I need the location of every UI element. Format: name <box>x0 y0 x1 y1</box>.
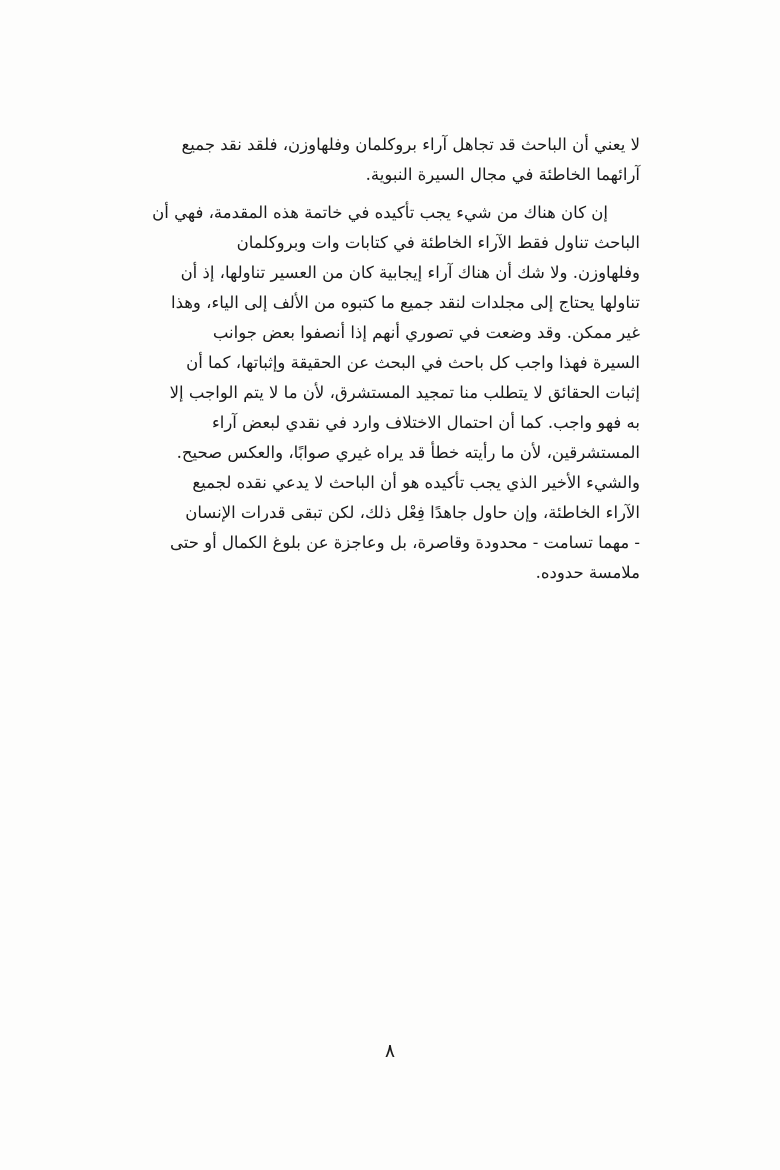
paragraph-1 <box>130 130 640 190</box>
paragraph-2 <box>130 198 640 588</box>
body-text <box>130 130 640 588</box>
text-line: غير ممكن. وقد وضعت في تصوري أنهم إذا أنصفوا بعض جوانب <box>212 323 640 342</box>
text-line: تناولها يحتاج إلى مجلدات لنقد جميع ما كتبوه من الألف إلى الياء، وهذا <box>170 293 640 312</box>
text-line: لا يعني أن الباحث قد تجاهل آراء بروكلمان وفلهاوزن، فلقد نقد جميع <box>181 135 640 154</box>
text-line: - مهما تسامت - محدودة وقاصرة، بل وعاجزة عن بلوغ الكمال أو حتى <box>169 533 640 552</box>
text-line: السيرة فهذا واجب كل باحث في البحث عن الحقيقة وإثباتها، كما أن <box>186 353 640 372</box>
page-number: ٨ <box>384 1040 396 1062</box>
text-line: إن كان هناك من شيء يجب تأكيده في خاتمة هذه المقدمة، فهي أن <box>152 203 608 222</box>
text-line: آرائهما الخاطئة في مجال السيرة النبوية. <box>365 165 640 184</box>
text-line: به فهو واجب. كما أن احتمال الاختلاف وارد في نقدي لبعض آراء <box>211 413 640 432</box>
text-line: والشيء الأخير الذي يجب تأكيده هو أن الباحث لا يدعي نقده لجميع <box>192 473 640 492</box>
text-line: إثبات الحقائق لا يتطلب منا تمجيد المستشرق، لأن ما لا يتم الواجب إلا <box>169 383 640 402</box>
text-line: المستشرقين، لأن ما رأيته خطأ قد يراه غيري صوابًا، والعكس صحيح. <box>176 443 640 462</box>
text-line: ملامسة حدوده. <box>535 563 640 582</box>
text-line: الآراء الخاطئة، وإن حاول جاهدًا فِعْل ذلك، لكن تبقى قدرات الإنسان <box>185 503 640 522</box>
text-line: وفلهاوزن. ولا شك أن هناك آراء إيجابية كان من العسير تناولها، إذ أن <box>180 263 640 282</box>
text-line: الباحث تناول فقط الآراء الخاطئة في كتابات وات وبروكلمان <box>236 233 640 252</box>
